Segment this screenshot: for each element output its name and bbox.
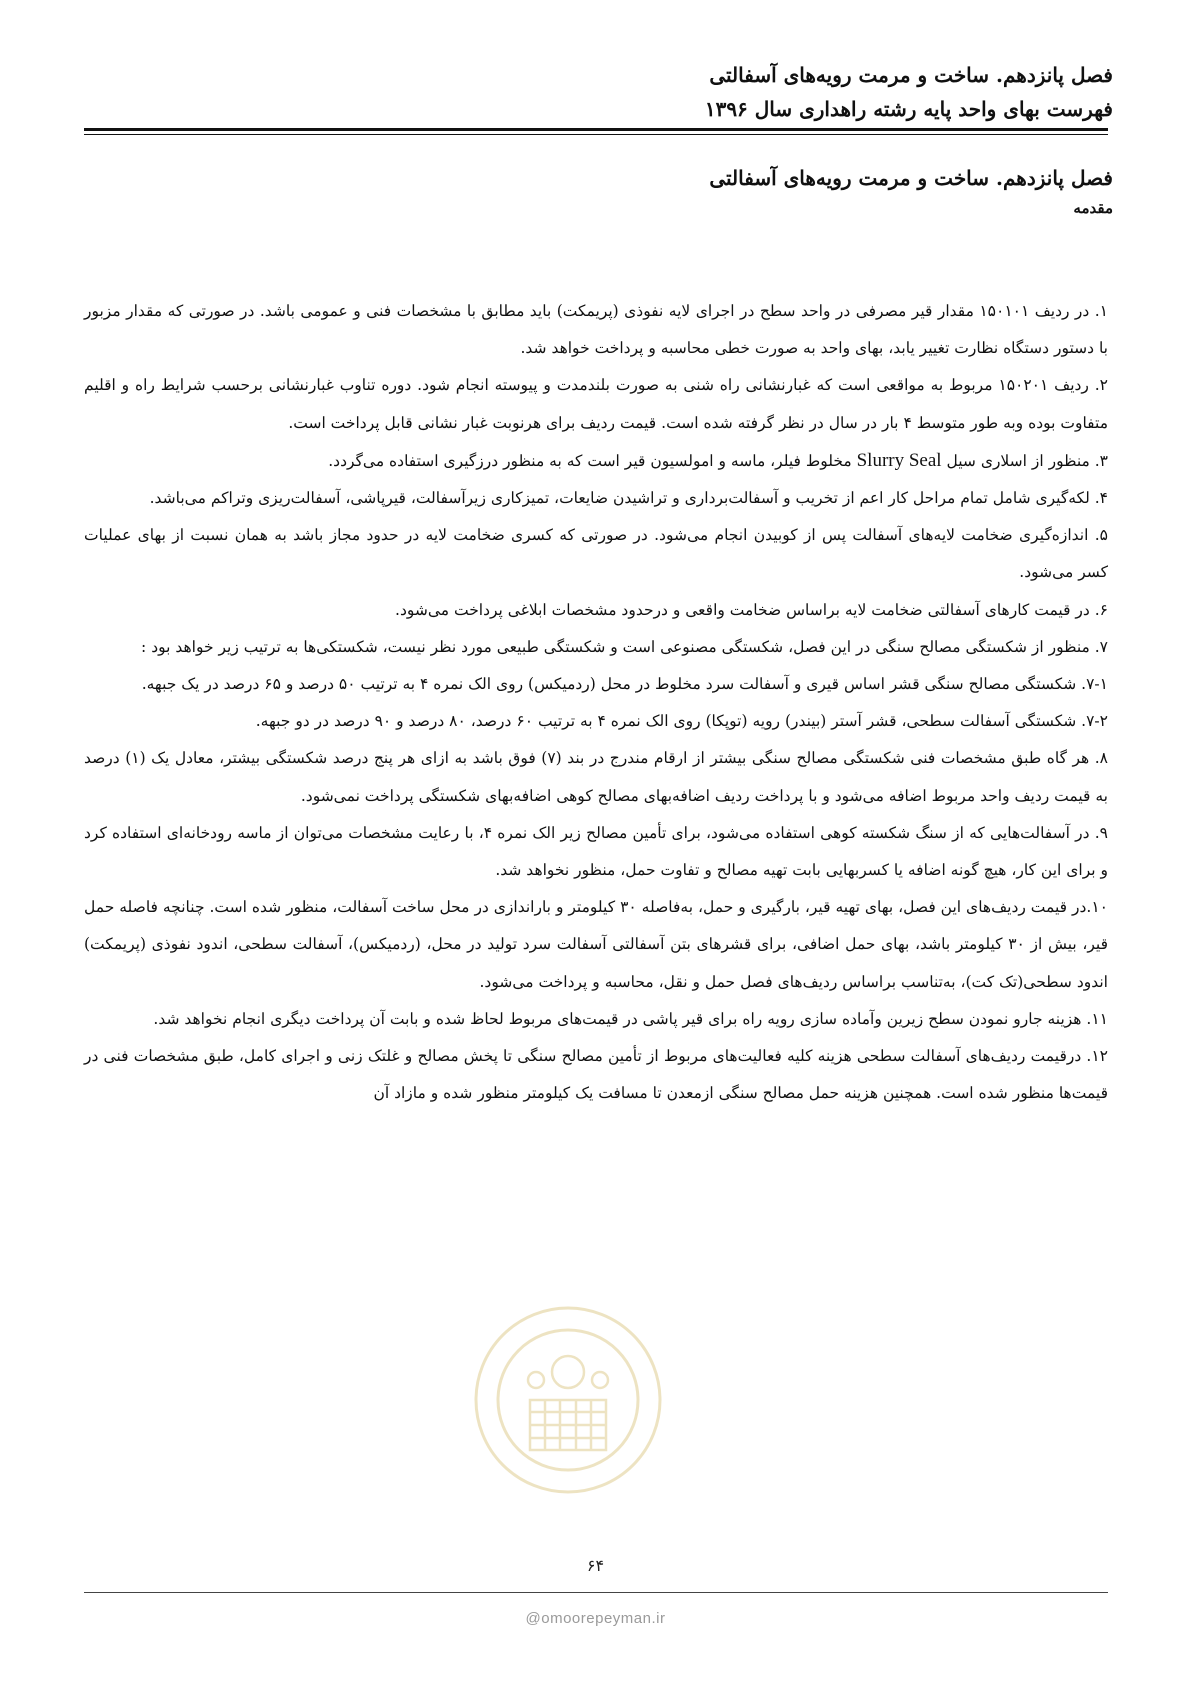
paragraph-7: ۷. منظور از شکستگی مصالح سنگی در این فصل، شکستگی مصنوعی است و شکستگی طبیعی مورد نظر نیست، شکستکی‌ها به ترتیب زیر خواهد بود : — [141, 637, 1108, 656]
section-title: فصل پانزدهم. ساخت و مرمت رویه‌های آسفالتی — [709, 166, 1113, 190]
paragraph-9: ۹. در آسفالت‌هایی که از سنگ شکسته کوهی استفاده می‌شود، برای تأمین مصالح زیر الک نمره ۴، با رعایت مشخصات می‌توان از ماسه رودخانه‌ای استفاده کرد و برای این کار، هیچ گونه اضافه یا کسربهایی بابت تهیه مصالح و تفاوت حمل، منظور نخواهد شد. — [84, 823, 1108, 880]
paragraph-12: ۱۲. درقیمت ردیف‌های آسفالت سطحی هزینه کلیه فعالیت‌های مربوط از تأمین مصالح سنگی تا پخش مصالح و غلتک زنی و اجرای کامل، طبق مشخصات فنی در قیمت‌ها منظور شده است. همچنین هزینه حمل مصالح سنگی ازمعدن تا مسافت یک کیلومتر منظور شده و مازاد آن — [84, 1047, 1108, 1103]
document-body — [84, 293, 1108, 1112]
header-rule-thin — [84, 134, 1108, 135]
page-header — [705, 58, 1113, 126]
paragraph-8: ۸. هر گاه طبق مشخصات فنی شکستگی مصالح سنگی بیشتر از ارقام مندرج در بند (۷) فوق باشد به ازای هر پنج درصد شکستگی بیشتر، معادل یک (۱) درصد به قیمت ردیف واحد مربوط اضافه می‌شود و با پرداخت ردیف اضافه‌بهای مصالح کوهی اضافه‌بهای شکستگی پرداخت نمی‌شود. — [84, 749, 1108, 805]
header-price-list-title: فهرست بهای واحد پایه رشته راهداری سال ۱۳۹۶ — [704, 97, 1113, 121]
footer-rule — [84, 1592, 1108, 1593]
page-number: ۶۴ — [586, 1556, 605, 1575]
paragraph-1: ۱. در ردیف ۱۵۰۱۰۱ مقدار قیر مصرفی در واحد سطح در اجرای لایه نفوذی (پریمکت) باید مطابق با مشخصات فنی و عمومی باشد. در صورتی که مقدار مزبور با دستور دستگاه نظارت تغییر یابد، بهای واحد به صورت خطی محاسبه و پرداخت خواهد شد. — [84, 302, 1108, 358]
paragraph-7-1: ۷-۱. شکستگی مصالح سنگی قشر اساس قیری و آسفالت سرد مخلوط در محل (ردمیکس) روی الک نمره ۴ به ترتیب ۵۰ درصد و ۶۵ درصد در یک جبهه. — [141, 675, 1108, 694]
paragraph-11: ۱۱. هزینه جارو نمودن سطح زیرین وآماده سازی رویه راه برای قیر پاشی در قیمت‌های مربوط لحاظ شده و بابت آن پرداخت دیگری انجام نخواهد شد. — [153, 1009, 1108, 1028]
paragraph-3-before: ۳. منظور از اسلاری سیل — [941, 451, 1108, 470]
paragraph-7-2: ۷-۲. شکستگی آسفالت سطحی، قشر آستر (بیندر) رویه (توپکا) روی الک نمره ۴ به ترتیب ۶۰ درصد، ۸۰ درصد و ۹۰ درصد در دو جبهه. — [255, 712, 1108, 731]
paragraph-3-after: مخلوط فیلر، ماسه و امولسیون قیر است که به منظور درزگیری استفاده می‌گردد. — [328, 451, 857, 470]
section-subtitle: مقدمه — [1073, 199, 1113, 217]
seal-stamp-icon — [468, 1300, 668, 1500]
paragraph-10: ۱۰.در قیمت ردیف‌های این فصل، بهای تهیه قیر، بارگیری و حمل، به‌فاصله ۳۰ کیلومتر و باراندازی در محل ساخت آسفالت، منظور شده است. چنانچه فاصله حمل قیر، بیش از ۳۰ کیلومتر باشد، بهای حمل اضافی، برای قشرهای بتن آسفالتی آسفالت سرد تولید در محل، (ردمیکس)، آسفالت سطحی، اندود نفوذی (پریمکت) اندود سطحی(تک کت)، به‌تناسب براساس ردیف‌های فصل حمل و نقل، محاسبه و پرداخت می‌شود. — [84, 898, 1108, 991]
paragraph-3 — [84, 442, 1108, 480]
paragraph-5: ۵. اندازه‌گیری ضخامت لایه‌های آسفالت پس از کوبیدن انجام می‌شود. در صورتی که کسری ضخامت لایه در حدود مجاز باشد به همان نسبت از بهای عملیات کسر می‌شود. — [84, 526, 1108, 582]
paragraph-2: ۲. ردیف ۱۵۰۲۰۱ مربوط به مواقعی است که غبارنشانی راه شنی به صورت بلندمدت و پیوسته انجام شود. دوره تناوب غبارنشانی برحسب شرایط راه و اقلیم متفاوت بوده وبه طور متوسط ۴ بار در سال در نظر گرفته شده است. قیمت ردیف برای هرنوبت غبار نشانی قابل پرداخت است. — [84, 376, 1108, 432]
header-rule-thick — [84, 128, 1108, 131]
paragraph-4: ۴. لکه‌گیری شامل تمام مراحل کار اعم از تخریب و آسفالت‌برداری و تراشیدن ضایعات، تمیزکاری زیرآسفالت، قیرپاشی، آسفالت‌ریزی وتراکم می‌باشد. — [149, 489, 1108, 508]
site-watermark: @omoorepeyman.ir — [525, 1610, 666, 1627]
section-heading — [709, 162, 1113, 222]
paragraph-6: ۶. در قیمت کارهای آسفالتی ضخامت لایه براساس ضخامت واقعی و درحدود مشخصات ابلاغی پرداخت می‌شود. — [395, 600, 1108, 619]
paragraph-3-latin-term: Slurry Seal — [856, 449, 942, 471]
header-chapter-title: فصل پانزدهم. ساخت و مرمت رویه‌های آسفالتی — [709, 63, 1113, 87]
